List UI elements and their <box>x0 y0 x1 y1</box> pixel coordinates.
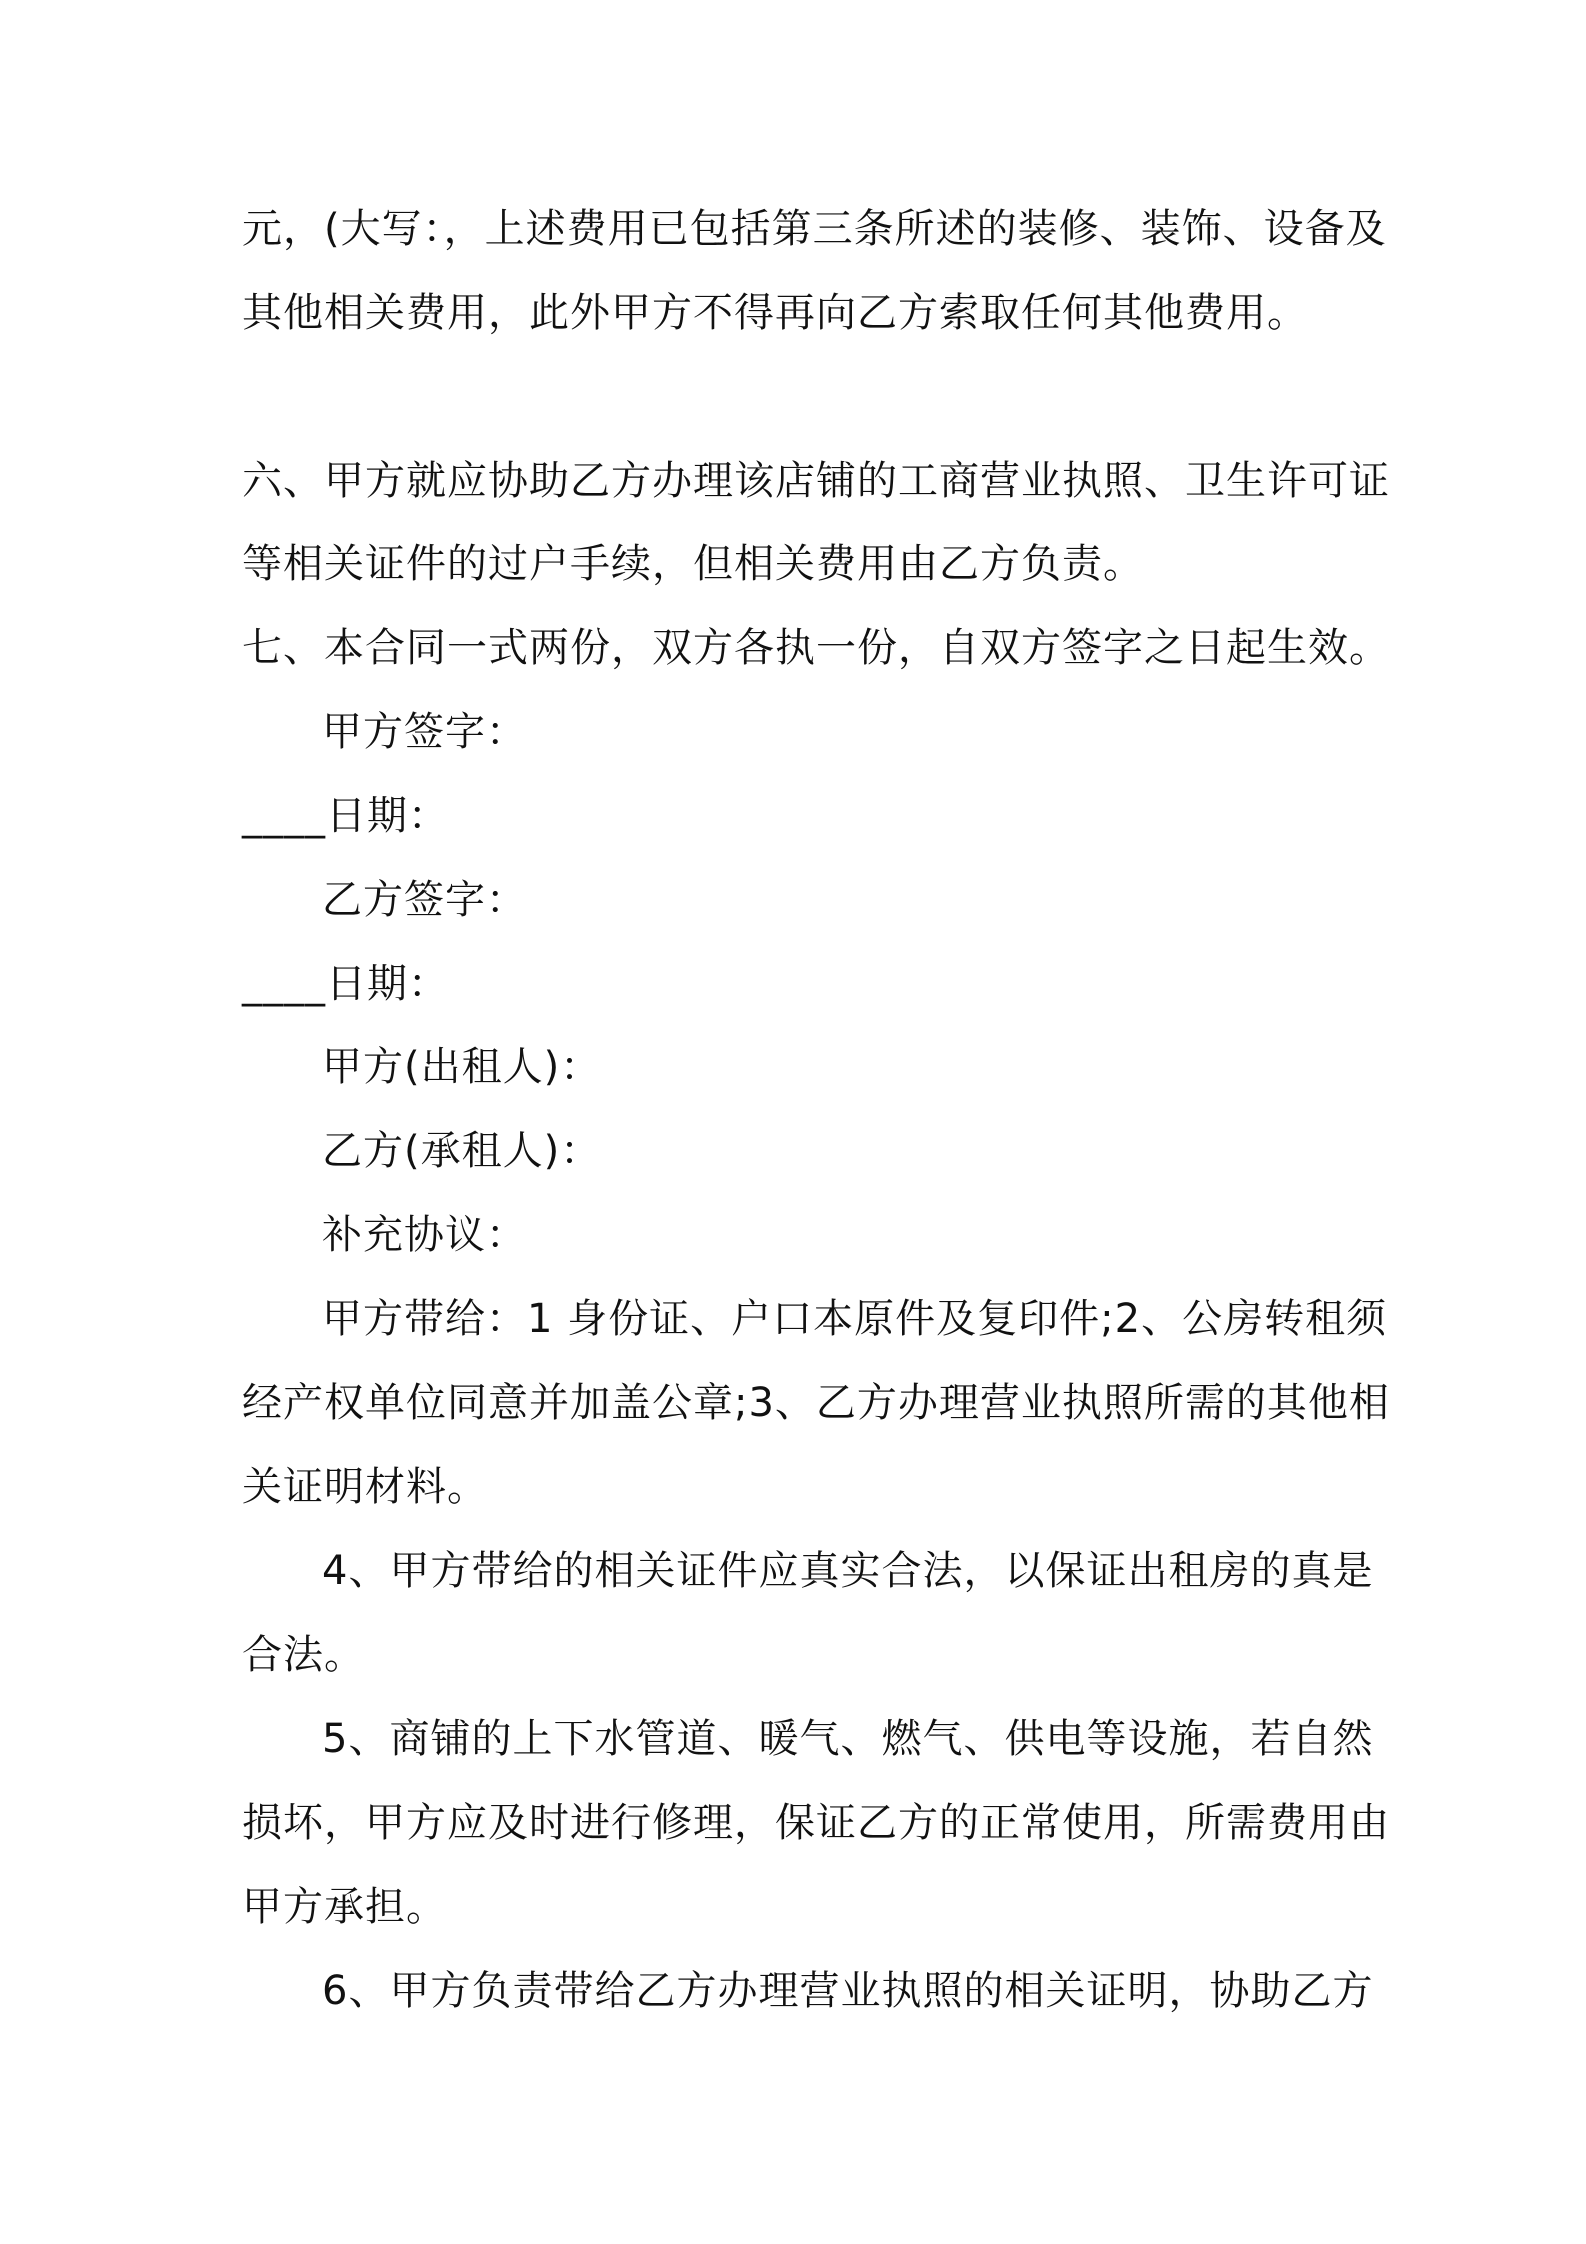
supplement-item-6-line-1: 6、甲方负责带给乙方办理营业执照的相关证明，协助乙方 <box>322 1968 1374 2014</box>
clause-6-line-1: 六、甲方就应协助乙方办理该店铺的工商营业执照、卫生许可证 <box>242 458 1390 504</box>
party-b-lessee: 乙方(承租人)： <box>322 1128 602 1174</box>
clause-7: 七、本合同一式两份，双方各执一份，自双方签字之日起生效。 <box>242 625 1390 671</box>
party-b-signature: 乙方签字： <box>322 877 527 923</box>
supplement-item-4-line-2: 合法。 <box>242 1632 365 1678</box>
supplement-item-5-line-3: 甲方承担。 <box>242 1884 447 1930</box>
fee-clause-line-1: 元，(大写：，上述费用已包括第三条所述的装修、装饰、设备及 <box>242 206 1387 252</box>
supplement-item-1-line-3: 关证明材料。 <box>242 1464 488 1510</box>
supplement-item-5-line-2: 损坏，甲方应及时进行修理，保证乙方的正常使用，所需费用由 <box>242 1800 1390 1846</box>
supplement-item-5-line-1: 5、商铺的上下水管道、暖气、燃气、供电等设施，若自然 <box>322 1716 1374 1762</box>
supplement-item-1-line-1: 甲方带给：1 身份证、户口本原件及复印件;2、公房转租须 <box>322 1296 1388 1342</box>
supplementary-agreement-heading: 补充协议： <box>322 1212 527 1258</box>
supplement-item-4-line-1: 4、甲方带给的相关证件应真实合法，以保证出租房的真是 <box>322 1548 1374 1594</box>
party-a-lessor: 甲方(出租人)： <box>322 1044 602 1090</box>
supplement-item-1-line-2: 经产权单位同意并加盖公章;3、乙方办理营业执照所需的其他相 <box>242 1380 1390 1426</box>
fee-clause-line-2: 其他相关费用，此外甲方不得再向乙方索取任何其他费用。 <box>242 290 1308 336</box>
party-b-date: ____日期： <box>242 961 449 1007</box>
clause-6-line-2: 等相关证件的过户手续，但相关费用由乙方负责。 <box>242 541 1144 587</box>
party-a-date: ____日期： <box>242 793 449 839</box>
party-a-signature: 甲方签字： <box>322 709 527 755</box>
